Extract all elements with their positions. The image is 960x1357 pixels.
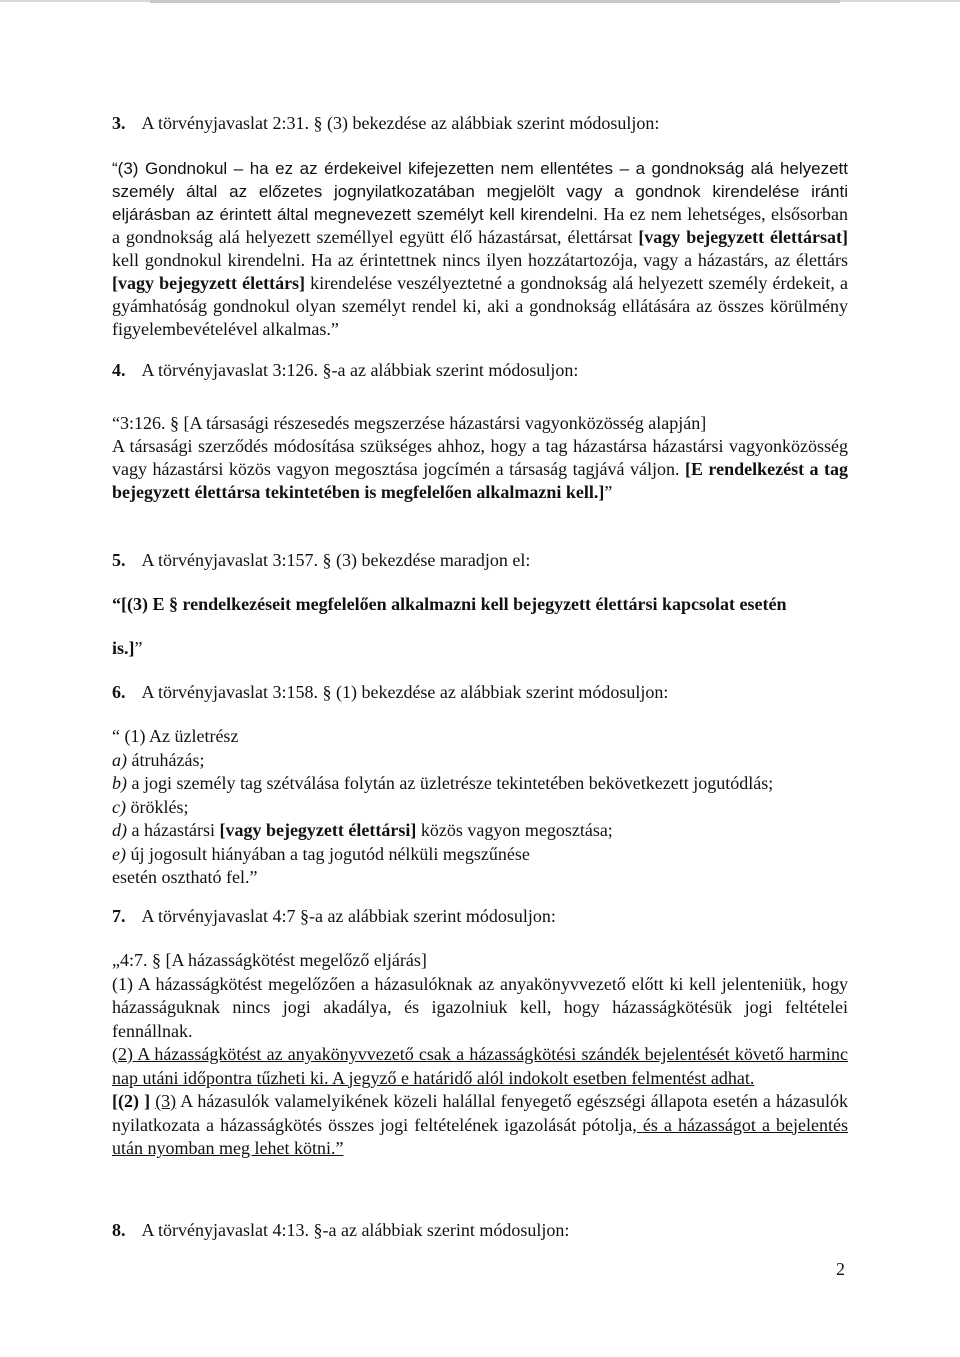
item-heading-text: A törvényjavaslat 3:158. § (1) bekezdése az alábbiak szerint módosuljon: xyxy=(141,682,669,702)
item-3-heading xyxy=(112,112,848,135)
item-7-heading xyxy=(112,905,848,928)
list-item xyxy=(112,772,848,796)
paragraph-text: “(3) Gondnokul – ha ez az érdekeivel kifejezetten nem ellentétes – a gondnokság alá helyezett személy által az előzetes jognyilatkozatában megjelölt vagy a gondnok kirendelése iránti eljárásban az érintett által megnevezett személyt kell kirendelni. xyxy=(112,159,848,224)
item-7-amendment-text xyxy=(112,949,848,1161)
item-number: 4. xyxy=(112,360,126,380)
list-label: e) xyxy=(112,843,126,864)
bracketed-deletion: [vagy bejegyzett élettársi] xyxy=(219,820,417,840)
item-8-heading xyxy=(112,1219,848,1242)
page-number: 2 xyxy=(836,1259,845,1279)
item-heading-text: A törvényjavaslat 2:31. § (3) bekezdése az alábbiak szerint módosuljon: xyxy=(141,113,660,133)
item-4-heading xyxy=(112,359,848,382)
paragraph-text: A társasági szerződés módosítása szükséges ahhoz, hogy a tag házastársa házastársi vagyonközösség vagy házastársi közös vagyon megosztása jogcímén a társaság tagjává váljon. xyxy=(112,436,848,479)
list-text: a jogi személy tag szétválása folytán az üzletrésze tekintetében bekövetkezett jogutódlás; xyxy=(131,773,774,793)
list-text: közös vagyon megosztása; xyxy=(420,820,613,840)
item-number: 8. xyxy=(112,1220,126,1240)
list-label: a) xyxy=(112,749,127,770)
bracketed-deletion: is.] xyxy=(112,638,135,658)
item-heading-text: A törvényjavaslat 3:157. § (3) bekezdése maradjon el: xyxy=(141,550,531,570)
item-5-heading xyxy=(112,549,848,572)
scan-edge-shadow xyxy=(150,0,840,3)
list-label: b) xyxy=(112,773,127,793)
item-number: 3. xyxy=(112,113,126,133)
item-3-amendment-text xyxy=(112,157,848,341)
item-5-amendment-text-end xyxy=(112,637,848,660)
item-number: 5. xyxy=(112,550,126,570)
paragraph-text: A házasulók valamelyikének közeli halállal fenyegető egészségi állapota esetén a házasulók nyilatkozata a házasságkötés összes jogi feltételének igazolását pótolja xyxy=(112,1091,848,1135)
bracketed-deletion: [vagy bejegyzett élettárs] xyxy=(112,273,306,293)
list-text: a házastársi xyxy=(131,820,215,840)
paragraph-text: kirendelése veszélyeztetné a gondnokság alá helyezett személy érdekeit, a gyámhatóság gondnokul olyan személyt rendel ki, aki a gondnokság ellátására az összes körülmény figyelembevételével alkalmas.” xyxy=(112,273,848,339)
bracketed-deletion: [vagy bejegyzett élettársat] xyxy=(638,227,848,247)
paragraph-3 xyxy=(112,1090,848,1161)
paragraph-2 xyxy=(112,1043,848,1090)
list-text: új jogosult hiányában a tag jogutód nélküli megszűnése xyxy=(130,843,530,864)
bracketed-deletion: “[(3) E § rendelkezéseit megfelelően alkalmazni kell bejegyzett élettársi kapcsolat esetén xyxy=(112,594,787,614)
item-5-amendment-text xyxy=(112,593,848,616)
list-label: d) xyxy=(112,820,127,840)
list-text: átruházás; xyxy=(131,749,205,770)
inserted-text: (3) xyxy=(155,1091,177,1111)
item-heading-text: A törvényjavaslat 4:7 §-a az alábbiak szerint módosuljon: xyxy=(141,906,556,926)
inserted-text: (2) A házasságkötést az anyakönyvvezető csak a házasságkötési szándék bejelentését követő harminc nap utáni időpontra tűzheti ki. A jegyző e határidő alól indokolt esetben felmentést adhat. xyxy=(112,1044,848,1088)
item-6-heading xyxy=(112,681,848,704)
item-heading-text: A törvényjavaslat 3:126. §-a az alábbiak szerint módosuljon: xyxy=(141,360,579,380)
list-item xyxy=(112,796,848,820)
paragraph-intro: “ (1) Az üzletrész xyxy=(112,726,239,746)
list-item xyxy=(112,819,848,843)
section-title: „4:7. § [A házasságkötést megelőző eljárás] xyxy=(112,950,427,970)
list-label: c) xyxy=(112,796,126,817)
bracketed-deletion: [E rendelkezést a tag bejegyzett élettársa tekintetében is megfelelően alkalmazni kell.] xyxy=(112,459,849,502)
inserted-text: , és a házasságot a bejelentés után nyomban meg lehet kötni.” xyxy=(112,1114,848,1158)
closing-quote: ” xyxy=(134,638,143,658)
item-number: 6. xyxy=(112,682,126,702)
item-4-amendment-text xyxy=(112,412,848,504)
paragraph-text: kell gondnokul kirendelni. Ha az érintettnek nincs ilyen hozzátartozója, vagy a házastárs, az élettárs xyxy=(112,250,848,270)
bracketed-deletion: [(2) ] xyxy=(112,1091,151,1111)
paragraph-text: Ha ez nem lehetséges, elsősorban a gondnokság alá helyezett személlyel együtt élő házastársat, élettársat xyxy=(112,204,848,247)
item-heading-text: A törvényjavaslat 4:13. §-a az alábbiak szerint módosuljon: xyxy=(141,1220,570,1240)
list-item xyxy=(112,749,848,773)
paragraph-closing: esetén osztható fel.” xyxy=(112,867,258,887)
item-number: 7. xyxy=(112,906,126,926)
item-6-amendment-text xyxy=(112,725,848,890)
list-text: öröklés; xyxy=(130,796,189,817)
paragraph-1: (1) A házasságkötést megelőzően a házasulóknak az anyakönyvvezető előtt ki kell jelenteniük, hogy házasságuknak nincs jogi akadálya, és igazolniuk kell, hogy házasságkötésük jogi feltételei fennállnak. xyxy=(112,973,848,1041)
section-title: “3:126. § [A társasági részesedés megszerzése házastársi vagyonközösség alapján] xyxy=(112,413,707,433)
list-item xyxy=(112,843,848,867)
closing-quote: ” xyxy=(604,482,613,502)
